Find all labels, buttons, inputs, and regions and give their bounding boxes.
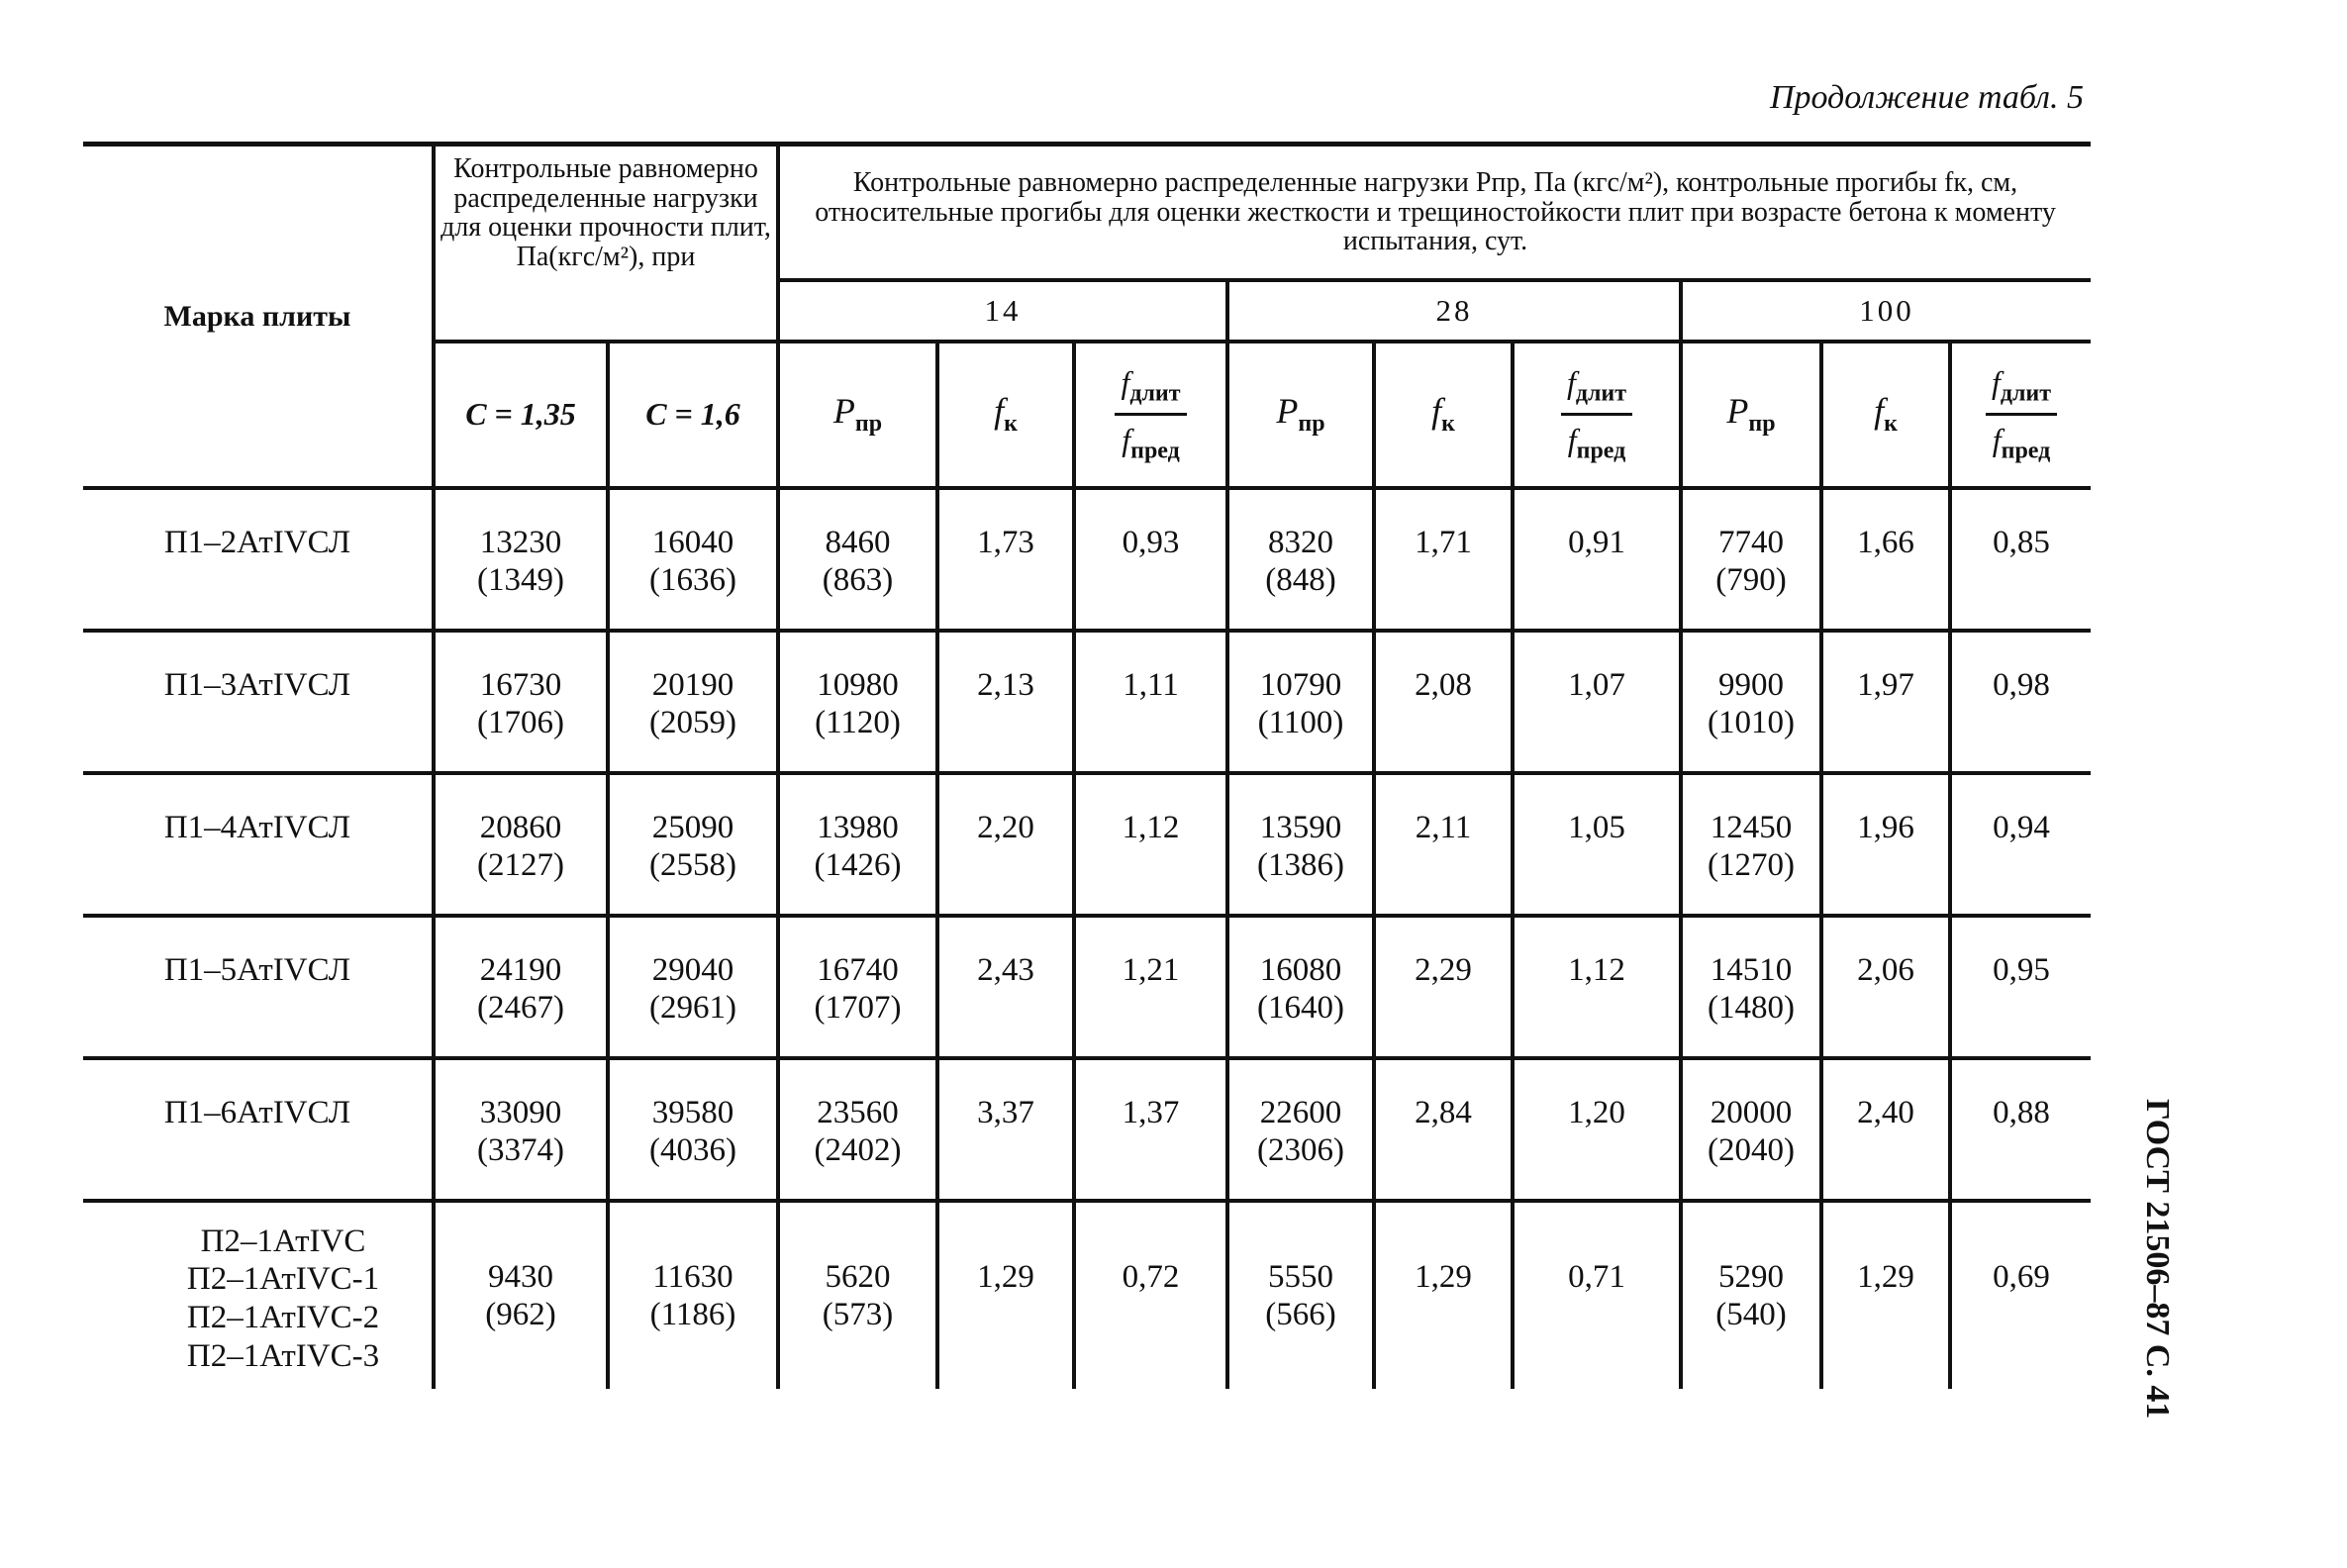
table-cell: 2,29	[1374, 916, 1513, 1058]
table-cell	[434, 488, 608, 631]
table-row	[83, 1058, 2091, 1201]
table-cell: 1,11	[1074, 631, 1227, 773]
table-cell	[1681, 1058, 1821, 1201]
strength-group-header: Контрольные равномерно распределенные нагрузки для оценки прочности плит, Па(кгс/м²), при	[434, 145, 778, 280]
value-pa: 22600	[1259, 1094, 1342, 1130]
table-cell: 2,08	[1374, 631, 1513, 773]
c16-header: C = 1,6	[608, 342, 778, 488]
table-cell: 1,29	[937, 1201, 1074, 1389]
table-cell	[1681, 631, 1821, 773]
value-kgs: (2402)	[814, 1132, 902, 1169]
r100-header: $\frac{f_{длит}}{f_{пред}}$	[1950, 342, 2091, 488]
value-pa: 9430	[488, 1258, 553, 1295]
brand-name: П2–1АтIVС	[200, 1223, 366, 1259]
table-cell: 1,21	[1074, 916, 1227, 1058]
value-pa: 25090	[651, 809, 734, 845]
brand-name: П1–5АтIVСЛ	[83, 916, 434, 1058]
value-pa: 12450	[1710, 809, 1793, 845]
value-kgs: (1426)	[814, 847, 902, 884]
value-kgs: (1707)	[814, 990, 902, 1027]
table-cell	[1681, 488, 1821, 631]
table-cell	[434, 1058, 608, 1201]
value-pa: 16740	[817, 951, 899, 988]
brand-name: П2–1АтIVС-3	[186, 1338, 380, 1375]
value-pa: 16730	[479, 666, 562, 703]
value-pa: 20190	[651, 666, 734, 703]
table-row	[83, 1201, 2091, 1389]
r14-header: $\frac{f_{длит}}{f_{пред}}$	[1074, 342, 1227, 488]
table-row	[83, 631, 2091, 773]
value-kgs: (3374)	[477, 1132, 564, 1169]
table-row	[83, 773, 2091, 916]
age-header-28: 28	[1227, 280, 1681, 342]
value-kgs: (1349)	[477, 562, 564, 599]
table-cell: 1,73	[937, 488, 1074, 631]
table-cell: 2,13	[937, 631, 1074, 773]
c135-header: C = 1,35	[434, 342, 608, 488]
value-pa: 13230	[479, 524, 562, 560]
value-kgs: (566)	[1265, 1297, 1336, 1333]
table-cell: 0,98	[1950, 631, 2091, 773]
value-pa: 8460	[825, 524, 891, 560]
value-kgs: (1386)	[1257, 847, 1344, 884]
table-cell: 1,07	[1513, 631, 1681, 773]
brand-name: П1–2АтIVСЛ	[163, 524, 351, 560]
f100-header: $f_к$	[1821, 342, 1950, 488]
table-cell: 0,69	[1950, 1201, 2091, 1389]
value-kgs: (1640)	[1257, 990, 1344, 1027]
brand-name: П1–3АтIVСЛ	[83, 631, 434, 773]
value-pa: 9900	[1718, 666, 1784, 703]
table-cell: 1,29	[1821, 1201, 1950, 1389]
value-pa: 24190	[479, 951, 562, 988]
table-cell	[1227, 773, 1374, 916]
side-label: ГОСТ 21506–87 С. 41	[2139, 1099, 2176, 1420]
table-cell: 0,94	[1950, 773, 2091, 916]
table-cell: 1,97	[1821, 631, 1950, 773]
table-cell: 0,88	[1950, 1058, 2091, 1201]
strength-group-header-spacer	[434, 280, 778, 342]
value-pa: 20000	[1710, 1094, 1793, 1130]
value-pa: 10980	[817, 666, 899, 703]
value-pa: 7740	[1718, 524, 1784, 560]
table-cell: 1,12	[1513, 916, 1681, 1058]
value-pa: 20860	[479, 809, 562, 845]
r28-header: $\frac{f_{длит}}{f_{пред}}$	[1513, 342, 1681, 488]
table-cell	[778, 488, 937, 631]
value-pa: 29040	[651, 951, 734, 988]
table-cell: 1,12	[1074, 773, 1227, 916]
table-cell	[778, 631, 937, 773]
value-kgs: (1010)	[1708, 705, 1795, 741]
table-cell: 2,20	[937, 773, 1074, 916]
table-cell	[608, 631, 778, 773]
value-pa: 5620	[825, 1258, 891, 1295]
table-cell	[778, 773, 937, 916]
table-cell	[1227, 631, 1374, 773]
value-pa: 14510	[1710, 951, 1793, 988]
value-kgs: (2059)	[649, 705, 736, 741]
table-cell	[608, 773, 778, 916]
table-cell	[1681, 1201, 1821, 1389]
table-cell	[608, 1201, 778, 1389]
f28-header: $f_к$	[1374, 342, 1513, 488]
value-kgs: (1100)	[1257, 705, 1344, 741]
table-cell: 1,37	[1074, 1058, 1227, 1201]
table-cell: 2,06	[1821, 916, 1950, 1058]
value-pa: 39580	[651, 1094, 734, 1130]
loads-group-header: Контрольные равномерно распределенные нагрузки Pпр, Па (кгс/м²), контрольные прогибы fк, см, относительные прогибы для оценки жесткости и трещиностойкости плит при возрасте бетона к моменту испытания, сут.	[778, 145, 2091, 280]
value-kgs: (573)	[822, 1297, 894, 1333]
table-cell	[1227, 1201, 1374, 1389]
brand-name: П2–1АтIVС-1	[186, 1261, 380, 1298]
value-kgs: (2127)	[477, 847, 564, 884]
brand-name: П1–6АтIVСЛ	[83, 1058, 434, 1201]
table-cell: 0,95	[1950, 916, 2091, 1058]
value-kgs: (863)	[822, 562, 894, 599]
value-pa: 16040	[651, 524, 734, 560]
value-kgs: (2961)	[649, 990, 736, 1027]
table-cell	[778, 1058, 937, 1201]
table-cell: 0,72	[1074, 1201, 1227, 1389]
value-pa: 5290	[1718, 1258, 1784, 1295]
table-cell	[434, 773, 608, 916]
value-kgs: (1186)	[649, 1297, 736, 1333]
value-pa: 10790	[1259, 666, 1342, 703]
table-cell	[608, 916, 778, 1058]
value-kgs: (2467)	[477, 990, 564, 1027]
brand-name: П2–1АтIVС-2	[186, 1300, 380, 1336]
table-cell	[1681, 916, 1821, 1058]
table-cell	[1227, 916, 1374, 1058]
table-cell	[608, 488, 778, 631]
table-cell	[1681, 773, 1821, 916]
value-pa: 13590	[1259, 809, 1342, 845]
table-cell: 0,71	[1513, 1201, 1681, 1389]
table-cell: 1,20	[1513, 1058, 1681, 1201]
brand-column-header: Марка плиты	[83, 145, 434, 488]
p14-header: $P_{пр}$	[778, 342, 937, 488]
p28-header: $P_{пр}$	[1227, 342, 1374, 488]
age-header-100: 100	[1681, 280, 2091, 342]
value-kgs: (1120)	[815, 705, 901, 741]
table-cell: 2,43	[937, 916, 1074, 1058]
table-cell	[778, 916, 937, 1058]
value-kgs: (790)	[1715, 562, 1787, 599]
table-cell	[434, 631, 608, 773]
table-row	[83, 916, 2091, 1058]
value-kgs: (540)	[1715, 1297, 1787, 1333]
table-cell: 3,37	[937, 1058, 1074, 1201]
p100-header: $P_{пр}$	[1681, 342, 1821, 488]
table-cell: 2,40	[1821, 1058, 1950, 1201]
continuation-label: Продолжение табл. 5	[1769, 79, 2084, 116]
value-kgs: (1636)	[649, 562, 736, 599]
table-cell: 0,93	[1074, 488, 1227, 631]
value-kgs: (1270)	[1708, 847, 1795, 884]
brand-name: П1–4АтIVСЛ	[83, 773, 434, 916]
table-cell	[1227, 1058, 1374, 1201]
value-pa: 23560	[817, 1094, 899, 1130]
value-kgs: (1706)	[477, 705, 564, 741]
table-cell: 1,29	[1374, 1201, 1513, 1389]
table-cell	[778, 1201, 937, 1389]
value-kgs: (848)	[1265, 562, 1336, 599]
table-cell: 1,71	[1374, 488, 1513, 631]
table-cell	[434, 1201, 608, 1389]
table-cell: 0,91	[1513, 488, 1681, 631]
table-cell: 1,96	[1821, 773, 1950, 916]
table-cell: 1,05	[1513, 773, 1681, 916]
value-kgs: (2558)	[649, 847, 736, 884]
value-kgs: (2040)	[1708, 1132, 1795, 1169]
table-cell: 2,11	[1374, 773, 1513, 916]
f14-header: $f_к$	[937, 342, 1074, 488]
table-cell	[608, 1058, 778, 1201]
value-pa: 16080	[1259, 951, 1342, 988]
age-header-14: 14	[778, 280, 1227, 342]
table-cell: 2,84	[1374, 1058, 1513, 1201]
table-cell: 0,85	[1950, 488, 2091, 631]
table-cell: 1,66	[1821, 488, 1950, 631]
value-kgs: (1480)	[1708, 990, 1795, 1027]
value-kgs: (962)	[485, 1297, 556, 1333]
value-pa: 13980	[817, 809, 899, 845]
value-pa: 11630	[652, 1258, 733, 1295]
value-pa: 33090	[479, 1094, 562, 1130]
table-cell	[1227, 488, 1374, 631]
value-kgs: (2306)	[1257, 1132, 1344, 1169]
load-table	[83, 142, 2091, 1389]
value-pa: 8320	[1268, 524, 1333, 560]
value-kgs: (4036)	[649, 1132, 736, 1169]
table-cell	[434, 916, 608, 1058]
table-row	[83, 488, 2091, 631]
value-pa: 5550	[1268, 1258, 1333, 1295]
